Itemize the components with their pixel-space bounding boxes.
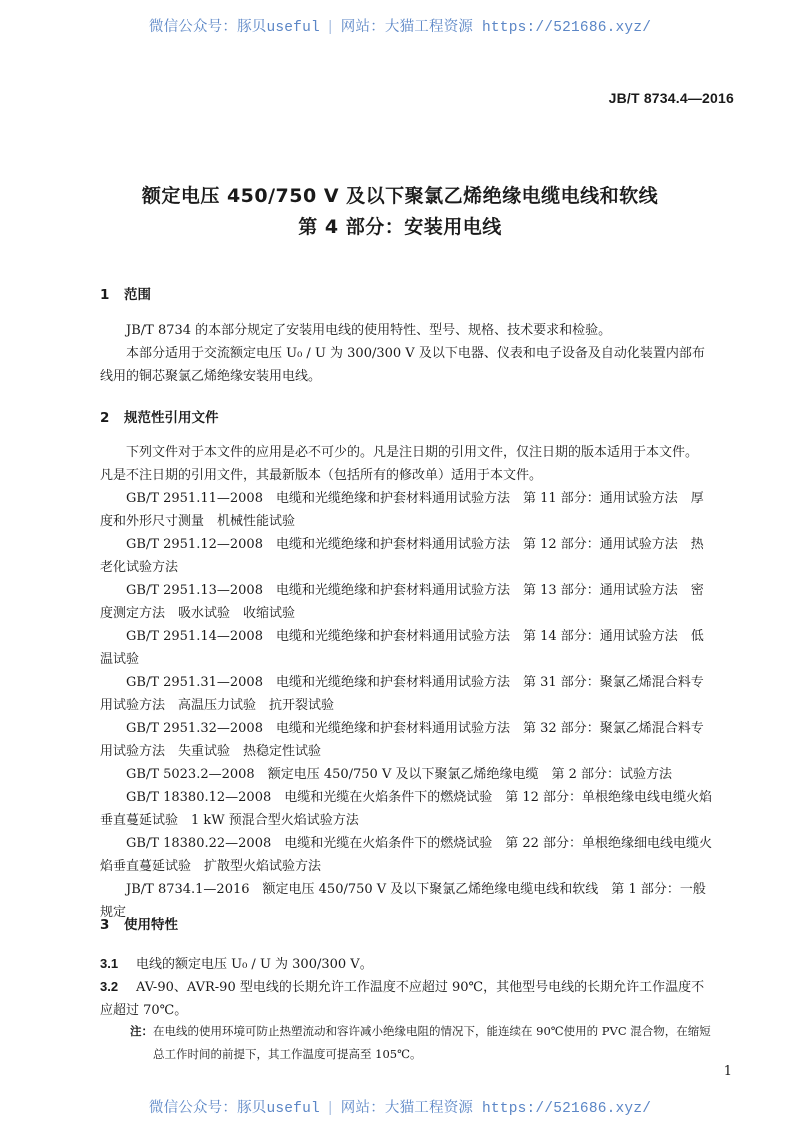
section-title: 规范性引用文件	[124, 410, 219, 426]
watermark-wechat: 微信公众号：豚贝useful	[148, 20, 320, 36]
reference-item-cont: 老化试验方法	[100, 560, 179, 575]
clause-text: AV-90、AVR-90 型电线的长期允许工作温度不应超过 90℃，其他型号电线的长期允许工作温度不	[136, 980, 705, 995]
reference-item-cont: 用试验方法 失重试验 热稳定性试验	[100, 744, 322, 759]
section-number: 2	[100, 410, 110, 426]
reference-item-cont: 用试验方法 高温压力试验 抗开裂试验	[100, 698, 335, 713]
reference-item: GB/T 2951.14—2008 电缆和光缆绝缘和护套材料通用试验方法 第 14 部分：通用试验方法 低	[126, 629, 704, 644]
clause-3-1	[100, 952, 740, 976]
reference-item-cont: 度和外形尺寸测量 机械性能试验	[100, 514, 296, 529]
section-title: 范围	[124, 287, 151, 303]
watermark-wechat: 微信公众号：豚贝useful	[148, 1101, 320, 1117]
intro-line: 下列文件对于本文件的应用是必不可少的。凡是注日期的引用文件，仅注日期的版本适用于本文件。	[126, 445, 699, 460]
reference-item: GB/T 2951.13—2008 电缆和光缆绝缘和护套材料通用试验方法 第 13 部分：通用试验方法 密	[126, 583, 704, 598]
paragraph-line: 线用的铜芯聚氯乙烯绝缘安装用电线。	[100, 369, 322, 384]
reference-item-cont: 温试验	[100, 652, 140, 667]
watermark-website: 网站：大猫工程资源 https://521686.xyz/	[340, 20, 652, 36]
reference-item: GB/T 18380.22—2008 电缆和光缆在火焰条件下的燃烧试验 第 22 部分：单根绝缘细电线电缆火	[126, 836, 713, 851]
clause-3-2	[100, 975, 740, 1022]
intro-line: 凡是不注日期的引用文件，其最新版本（包括所有的修改单）适用于本文件。	[100, 468, 543, 483]
reference-item: GB/T 5023.2—2008 额定电压 450/750 V 及以下聚氯乙烯绝缘电缆 第 2 部分：试验方法	[126, 767, 673, 782]
reference-item: GB/T 2951.11—2008 电缆和光缆绝缘和护套材料通用试验方法 第 11 部分：通用试验方法 厚	[126, 491, 704, 506]
note-text-cont: 总工作时间的前提下，其工作温度可提高至 105℃。	[153, 1047, 422, 1061]
section-heading-usage-characteristics	[100, 913, 178, 933]
reference-item: GB/T 2951.12—2008 电缆和光缆绝缘和护套材料通用试验方法 第 12 部分：通用试验方法 热	[126, 537, 704, 552]
reference-item-cont: 焰垂直蔓延试验 扩散型火焰试验方法	[100, 859, 322, 874]
page-number: 1	[723, 1064, 732, 1079]
reference-item: JB/T 8734.1—2016 额定电压 450/750 V 及以下聚氯乙烯绝缘电缆电线和软线 第 1 部分：一般	[126, 882, 706, 897]
watermark-top	[0, 15, 800, 36]
note-text: 在电线的使用环境可防止热塑流动和容许减小绝缘电阻的情况下，能连续在 90℃使用的 PVC 混合物，在缩短	[153, 1024, 711, 1038]
section-number: 1	[100, 287, 110, 303]
note	[130, 1020, 740, 1066]
clause-number: 3.2	[100, 979, 119, 994]
watermark-separator: |	[325, 1101, 335, 1117]
section-number: 3	[100, 917, 110, 933]
section-heading-normative-references	[100, 406, 219, 426]
reference-item: GB/T 18380.12—2008 电缆和光缆在火焰条件下的燃烧试验 第 12 部分：单根绝缘电线电缆火焰	[126, 790, 713, 805]
document-title: 额定电压 450/750 V 及以下聚氯乙烯绝缘电缆电线和软线	[141, 185, 659, 207]
watermark-bottom	[0, 1096, 800, 1117]
paragraph-line: 本部分适用于交流额定电压 U₀ / U 为 300/300 V 及以下电器、仪表和电子设备及自动化装置内部布	[126, 346, 705, 361]
paragraph-line: JB/T 8734 的本部分规定了安装用电线的使用特性、型号、规格、技术要求和检验。	[126, 323, 612, 338]
reference-item-cont: 垂直蔓延试验 1 kW 预混合型火焰试验方法	[100, 813, 359, 828]
references-list	[100, 441, 740, 924]
reference-item-cont: 规定	[100, 905, 127, 920]
watermark-website: 网站：大猫工程资源 https://521686.xyz/	[340, 1101, 652, 1117]
note-label: 注：	[130, 1024, 153, 1038]
reference-item-cont: 度测定方法 吸水试验 收缩试验	[100, 606, 296, 621]
reference-item: GB/T 2951.31—2008 电缆和光缆绝缘和护套材料通用试验方法 第 31 部分：聚氯乙烯混合料专	[126, 675, 704, 690]
reference-item: GB/T 2951.32—2008 电缆和光缆绝缘和护套材料通用试验方法 第 32 部分：聚氯乙烯混合料专	[126, 721, 704, 736]
clause-number: 3.1	[100, 956, 119, 971]
section-title: 使用特性	[124, 917, 178, 933]
section-heading-scope	[100, 283, 151, 303]
standard-number: JB/T 8734.4—2016	[608, 90, 734, 106]
scope-paragraphs	[100, 319, 740, 388]
watermark-separator: |	[325, 20, 335, 36]
clause-text: 电线的额定电压 U₀ / U 为 300/300 V。	[136, 957, 373, 972]
clause-text-cont: 应超过 70℃。	[100, 1003, 188, 1018]
document-subtitle: 第 4 部分：安装用电线	[298, 216, 502, 238]
